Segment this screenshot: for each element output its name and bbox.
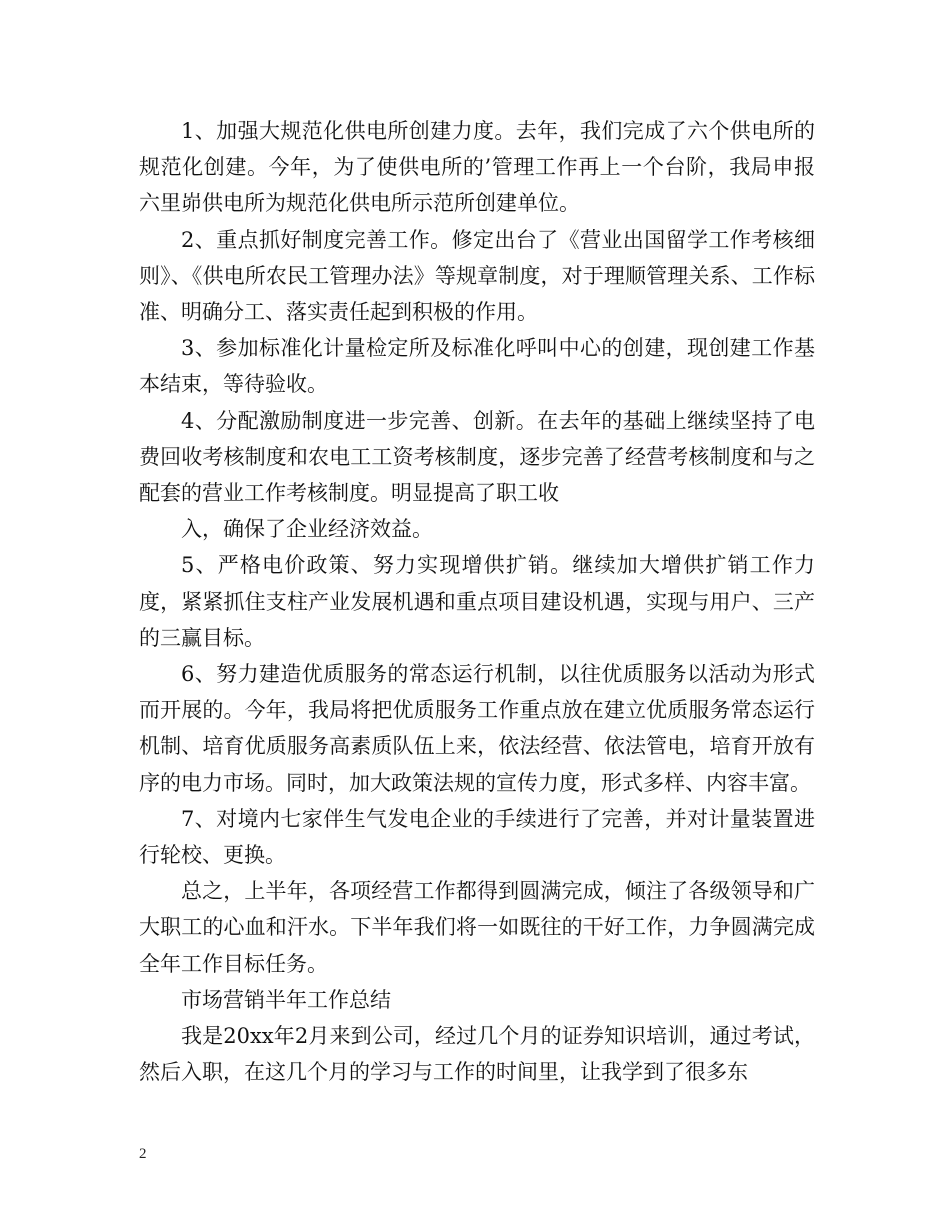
paragraph-item-4-continued: 入，确保了企业经济效益。 (181, 517, 433, 542)
paragraph-item-4: 4、分配激励制度进一步完善、创新。在去年的基础上继续坚持了电费回收考核制度和农电工工资考核制度，逐步完善了经营考核制度和与之配套的营业工作考核制度。明显提高了职工收 (139, 408, 815, 506)
paragraph-summary: 总之，上半年，各项经营工作都得到圆满完成，倾注了各级领导和广大职工的心血和汗水。下半年我们将一如既往的干好工作，力争圆满完成全年工作目标任务。 (139, 879, 815, 976)
paragraph-item-5: 5、严格电价政策、努力实现增供扩销。继续加大增供扩销工作力度，紧紧抓住支柱产业发展机遇和重点项目建设机遇，实现与用户、三产的三赢目标。 (139, 553, 815, 650)
paragraph-item-1: 1、加强大规范化供电所创建力度。去年，我们完成了六个供电所的规范化创建。今年，为了使供电所的’管理工作再上一个台阶，我局申报六里峁供电所为规范化供电所示范所创建单位。 (139, 119, 815, 216)
document-body (139, 113, 815, 1090)
page-number: 2 (139, 1146, 147, 1162)
paragraph-item-2: 2、重点抓好制度完善工作。修定出台了《营业出国留学工作考核细则》、《供电所农民工管理办法》等规章制度，对于理顺管理关系、工作标准、明确分工、落实责任起到积极的作用。 (139, 227, 815, 325)
paragraph-item-3: 3、参加标准化计量检定所及标准化呼叫中心的创建，现创建工作基本结束，等待验收。 (139, 336, 815, 397)
section-heading: 市场营销半年工作总结 (181, 987, 391, 1012)
paragraph-item-7: 7、对境内七家伴生气发电企业的手续进行了完善，并对计量装置进行轮校、更换。 (139, 806, 815, 868)
paragraph-intro: 我是20xx年2月来到公司，经过几个月的证券知识培训，通过考试，然后入职，在这几个月的学习与工作的时间里，让我学到了很多东 (139, 1024, 815, 1085)
paragraph-item-6: 6、努力建造优质服务的常态运行机制，以往优质服务以活动为形式而开展的。今年，我局将把优质服务工作重点放在建立优质服务常态运行机制、培育优质服务高素质队伍上来，依法经营、依法管电，培育开放有序的电力市场。同时，加大政策法规的宣传力度，形式多样、内容丰富。 (139, 662, 815, 795)
